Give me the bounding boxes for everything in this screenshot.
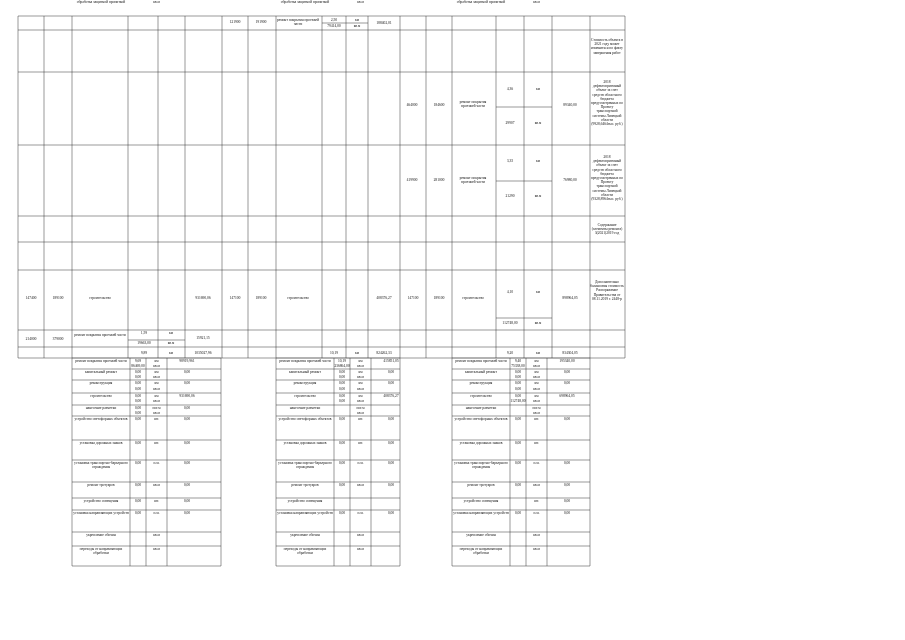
breakdown-unit: кв.м — [357, 483, 364, 487]
row2-code-b: 184600 — [433, 103, 445, 107]
summary-3-sum: 834304,05 — [562, 351, 578, 355]
breakdown-label: капитальный ремонт — [289, 370, 321, 374]
breakdown-label: строительство — [90, 394, 112, 398]
breakdown-unit: км — [358, 370, 363, 374]
breakdown-label: установка направляющих устройств — [277, 511, 333, 515]
row1-sum: 188402,01 — [376, 21, 392, 25]
breakdown-sum — [547, 547, 587, 566]
note-maintenance: Содержание (элементы ремонта) 3(2021)2019 год — [591, 223, 623, 236]
breakdown-sum: 0,00 — [387, 511, 395, 515]
breakdown-unit: пог.м — [356, 406, 365, 410]
breakdown-unit: км — [358, 359, 363, 363]
breakdown-sum: 0,00 — [183, 499, 191, 503]
row3-work: ремонт покрытия проезжей части — [459, 176, 487, 185]
breakdown-value — [510, 533, 526, 546]
breakdown-unit: км — [154, 359, 159, 363]
row1-code-a: 121900 — [229, 20, 241, 24]
breakdown-label: переходы от направляющих обработки — [283, 547, 327, 556]
note-additional: Дополнительно балансовая стоимость Распоряжение Правительства от 08.11.2019 г. 2448-р — [590, 280, 624, 301]
breakdown-sum: 0,00 — [387, 483, 395, 487]
row5-work: ремонт покрытия проезжей части — [74, 333, 126, 337]
breakdown-sum: 0,00 — [387, 417, 395, 421]
breakdown-unit: п.м. — [357, 511, 364, 515]
note-2018-a: 2018 дефектоприемный объект за счет средств областного бюджета предусмотренных по Проекту транспортной системы Липецкой области (9928,6464тыс. руб.) — [590, 80, 624, 127]
breakdown-unit: кв.м — [153, 483, 160, 487]
breakdown-unit-2: кв.м — [153, 410, 160, 415]
note-2018-b: 2018 дефектоприемный объект за счет средств областного бюджета предусмотренных по Проекту транспортной системы Липецкой области (9328,8964тыс. руб.) — [590, 155, 624, 202]
summary-2-sum: 824262,33 — [376, 351, 392, 355]
breakdown-unit-2: кв.м — [153, 374, 160, 379]
row1-code-b: 191900 — [255, 20, 267, 24]
row2-value-2: 29907 — [505, 121, 515, 125]
breakdown-value-2: 0,00 — [134, 386, 142, 391]
summary-1-unit: км — [168, 351, 174, 355]
breakdown-sum: 0,00 — [183, 406, 191, 410]
breakdown-unit-2: кв.м — [533, 363, 540, 368]
breakdown-label: устройство освещения — [287, 499, 323, 503]
breakdown-unit: км — [154, 394, 159, 398]
summary-1-value: 9,89 — [140, 351, 148, 355]
breakdown-value — [334, 406, 350, 416]
row1-unit-1: км — [354, 18, 360, 22]
breakdown-value-2: 0,00 — [338, 399, 346, 403]
breakdown-unit: кв.м — [533, 547, 540, 551]
breakdown-value — [510, 406, 526, 416]
breakdown-sum: 0,00 — [183, 483, 191, 487]
breakdown-label: реконструкция — [469, 381, 493, 385]
row4-code-3: 147100 — [229, 296, 241, 300]
breakdown-unit: шт. — [154, 441, 159, 445]
breakdown-value-2: 0,00 — [134, 410, 142, 415]
breakdown-label: ремонт тротуаров — [87, 483, 115, 487]
breakdown-unit-2: кв.м — [533, 410, 540, 415]
breakdown-value: 0,00 — [514, 381, 522, 385]
breakdown-sum: 0,00 — [563, 499, 571, 503]
breakdown-value-2: 236864,00 — [334, 363, 350, 368]
breakdown-value: 0,00 — [514, 483, 522, 487]
breakdown-sum: 0,00 — [387, 381, 395, 385]
breakdown-value: 0,00 — [134, 511, 142, 515]
breakdown-unit-2: кв.м — [153, 363, 160, 368]
breakdown-sum: 0,00 — [563, 370, 571, 374]
breakdown-value: 0,00 — [338, 417, 346, 421]
row4-code-5: 147100 — [407, 296, 419, 300]
breakdown-unit: кв.м — [533, 533, 540, 537]
row5-code-2: 379000 — [52, 337, 64, 341]
row5-unit-2: кв.м — [167, 341, 175, 345]
breakdown-label: ремонт покрытия проезжей части — [279, 359, 331, 363]
row2-unit-2: кв.м — [534, 121, 542, 125]
breakdown-unit: км — [534, 359, 539, 363]
breakdown-value: 0,00 — [338, 511, 346, 515]
breakdown-label: установка направляющих устройств — [73, 511, 129, 515]
breakdown-unit — [350, 499, 371, 510]
summary-2-value: 10,19 — [329, 351, 339, 355]
breakdown-unit: кв.м — [357, 0, 364, 4]
breakdown-unit-2: кв.м — [153, 386, 160, 391]
row4-value-2: 112748,00 — [502, 321, 518, 325]
breakdown-value: 0,00 — [338, 483, 346, 487]
breakdown-unit: пог.м — [532, 406, 541, 410]
note-cost-change: Стоимость объекта в 2021 году может измениться по факту завершения работ — [591, 38, 623, 55]
breakdown-label: ремонт тротуаров — [291, 483, 319, 487]
breakdown-sum — [547, 406, 587, 416]
breakdown-value: 0,00 — [514, 461, 522, 465]
breakdown-sum: 0,00 — [563, 483, 571, 487]
breakdown-label: установка дорожных знаков — [79, 441, 123, 445]
breakdown-unit-2: кв.м — [357, 410, 364, 415]
breakdown-unit: км — [534, 370, 539, 374]
breakdown-sum: 0,00 — [563, 461, 571, 465]
breakdown-sum: 0,00 — [387, 461, 395, 465]
breakdown-sum — [371, 406, 411, 416]
breakdown-sum: 408376,27 — [383, 394, 399, 398]
breakdown-value: 0,00 — [134, 406, 142, 410]
row5-value-2: 19663,00 — [137, 341, 151, 345]
breakdown-unit-2: кв.м — [357, 374, 364, 379]
breakdown-value — [510, 547, 526, 566]
row3-code-a: 419900 — [406, 178, 418, 182]
row1-unit-2: кв.м — [353, 24, 361, 28]
summary-3-unit: км — [535, 351, 541, 355]
row5-unit-1: км — [168, 331, 174, 335]
breakdown-label: установка дорожных знаков — [283, 441, 327, 445]
breakdown-value-2: 86469,00 — [131, 363, 145, 368]
row2-work: ремонт покрытия проезжей части — [459, 100, 487, 109]
row4-value-1: 4,10 — [506, 290, 514, 294]
breakdown-label: обработка защитной пропиткой — [76, 0, 126, 4]
breakdown-unit: пог.м — [152, 406, 161, 410]
breakdown-value — [510, 499, 526, 510]
breakdown-label: реконструкция — [293, 381, 317, 385]
breakdown-label: строительство — [294, 394, 316, 398]
breakdown-unit: кв.м — [153, 533, 160, 537]
breakdown-label: строительство — [470, 394, 492, 398]
row3-sum: 76980,00 — [563, 178, 577, 182]
row4-sum-1: 931690,06 — [195, 296, 211, 300]
breakdown-label: установка направляющих устройств — [453, 511, 509, 515]
breakdown-value: 0,00 — [514, 417, 522, 421]
breakdown-sum — [371, 533, 411, 546]
breakdown-value — [334, 499, 350, 510]
breakdown-value-2: 0,00 — [514, 374, 522, 379]
breakdown-sum: 931690,06 — [179, 394, 195, 398]
breakdown-label: капитальный ремонт — [465, 370, 497, 374]
row5-code-1: 214000 — [25, 337, 37, 341]
breakdown-value: 0,00 — [134, 417, 142, 421]
breakdown-sum: 0,00 — [183, 370, 191, 374]
breakdown-label: устройство светофорных объектов — [454, 417, 508, 421]
breakdown-label: нанесение разметки — [289, 406, 321, 410]
row3-unit-1: км — [535, 159, 541, 163]
breakdown-unit: п.м. — [153, 511, 160, 515]
row1-work: ремонт покрытия проезжей части — [276, 18, 320, 27]
breakdown-sum — [167, 533, 207, 546]
breakdown-label: укрепление обочин — [466, 533, 496, 537]
breakdown-unit: п.м. — [357, 461, 364, 465]
summary-2-unit: км — [354, 351, 360, 355]
breakdown-sum: 0,00 — [183, 461, 191, 465]
breakdown-unit-2: кв.м — [357, 399, 364, 403]
breakdown-sum: 98919,961 — [179, 359, 195, 363]
row1-value-2: 79414,00 — [327, 24, 341, 28]
row2-value-1: 4,36 — [506, 87, 514, 91]
breakdown-value: 0,00 — [338, 394, 346, 398]
breakdown-unit: п.м. — [533, 461, 540, 465]
breakdown-value: 0,00 — [134, 394, 142, 398]
row3-value-2: 21290 — [505, 194, 515, 198]
breakdown-unit: п.м. — [153, 461, 160, 465]
breakdown-value — [334, 533, 350, 546]
row4-work-2: строительство — [287, 296, 309, 300]
breakdown-value: 0,00 — [514, 441, 522, 445]
breakdown-label: устройство светофорных объектов — [278, 417, 332, 421]
breakdown-label: установка транспортно-барьерного ограждения — [454, 461, 508, 470]
row4-unit-2: кв.м — [534, 321, 542, 325]
breakdown-label: установка транспортно-барьерного ограждения — [278, 461, 332, 470]
breakdown-label: обработка защитной пропиткой — [456, 0, 506, 4]
breakdown-unit: кв.м — [533, 0, 540, 4]
breakdown-label: устройство светофорных объектов — [74, 417, 128, 421]
breakdown-value — [130, 533, 146, 546]
breakdown-unit: шт. — [154, 417, 159, 421]
breakdown-value: 0,00 — [338, 461, 346, 465]
breakdown-unit-2: кв.м — [357, 363, 364, 368]
breakdown-value: 9,69 — [134, 359, 142, 363]
breakdown-sum: 0,00 — [183, 511, 191, 515]
breakdown-value: 0,00 — [134, 499, 142, 503]
row4-work-3: строительство — [462, 296, 484, 300]
breakdown-sum — [547, 533, 587, 546]
breakdown-label: реконструкция — [89, 381, 113, 385]
breakdown-unit-2: кв.м — [533, 386, 540, 391]
breakdown-value: 0,00 — [514, 394, 522, 398]
breakdown-unit: п.м. — [533, 511, 540, 515]
breakdown-value-2: 0,00 — [514, 386, 522, 391]
row2-sum: 89340,00 — [563, 103, 577, 107]
breakdown-value: 0,00 — [134, 441, 142, 445]
breakdown-sum: 0,00 — [563, 381, 571, 385]
breakdown-unit: км — [358, 381, 363, 385]
breakdown-unit: км — [534, 394, 539, 398]
breakdown-label: ремонт покрытия проезжей части — [75, 359, 127, 363]
breakdown-value-2: 0,00 — [134, 399, 142, 403]
breakdown-value: 0,00 — [134, 483, 142, 487]
breakdown-label: переходы от направляющих обработки — [459, 547, 503, 556]
row3-code-b: 281000 — [433, 178, 445, 182]
breakdown-sum: 0,00 — [183, 417, 191, 421]
breakdown-unit-2: кв.м — [357, 386, 364, 391]
breakdown-sum: 0,00 — [563, 417, 571, 421]
breakdown-unit: км — [154, 381, 159, 385]
breakdown-value-2: 0,00 — [338, 386, 346, 391]
row3-value-1: 3,35 — [506, 159, 514, 163]
summary-3-value: 9,20 — [506, 351, 514, 355]
breakdown-sum — [371, 499, 411, 510]
breakdown-label: устройство освещения — [83, 499, 119, 503]
breakdown-unit-2: кв.м — [533, 399, 540, 403]
breakdown-unit: шт. — [154, 499, 159, 503]
breakdown-value: 0,00 — [338, 381, 346, 385]
breakdown-label: нанесение разметки — [465, 406, 497, 410]
breakdown-label: устройство освещения — [463, 499, 499, 503]
row4-code-4: 189100 — [255, 296, 267, 300]
breakdown-unit-2: кв.м — [533, 374, 540, 379]
breakdown-unit: км — [534, 381, 539, 385]
row2-code-a: 464000 — [406, 103, 418, 107]
breakdown-value: 10,19 — [337, 359, 347, 363]
breakdown-label: капитальный ремонт — [85, 370, 117, 374]
breakdown-value-2: 75338,00 — [511, 363, 525, 368]
breakdown-value-2: 112748,00 — [510, 399, 526, 403]
breakdown-value: 0,00 — [134, 461, 142, 465]
row3-unit-2: кв.м — [534, 194, 542, 198]
row4-unit-1: км — [535, 290, 541, 294]
breakdown-unit: кв.м — [357, 533, 364, 537]
breakdown-label: установка дорожных знаков — [459, 441, 503, 445]
breakdown-unit: кв.м — [357, 547, 364, 551]
breakdown-label: ремонт покрытия проезжей части — [455, 359, 507, 363]
breakdown-label: укрепление обочин — [290, 533, 320, 537]
breakdown-value — [130, 547, 146, 566]
breakdown-unit: шт. — [534, 499, 539, 503]
breakdown-unit: кв.м — [153, 0, 160, 4]
breakdown-value: 0,00 — [338, 441, 346, 445]
breakdown-value-2: 0,00 — [134, 374, 142, 379]
breakdown-label: нанесение разметки — [85, 406, 117, 410]
breakdown-sum — [167, 547, 207, 566]
breakdown-sum — [371, 547, 411, 566]
row1-value-1: 2,50 — [330, 18, 338, 22]
row2-unit-1: км — [535, 87, 541, 91]
breakdown-unit: кв.м — [533, 483, 540, 487]
breakdown-sum — [547, 441, 587, 460]
row4-sum-2: 408376,27 — [376, 296, 392, 300]
breakdown-value: 0,00 — [134, 381, 142, 385]
breakdown-label: переходы от направляющих обработки — [79, 547, 123, 556]
breakdown-unit: шт. — [358, 441, 363, 445]
row4-code-2: 189100 — [52, 296, 64, 300]
breakdown-label: обработка защитной пропиткой — [280, 0, 330, 4]
breakdown-value: 0,00 — [514, 511, 522, 515]
row4-code-1: 147400 — [25, 296, 37, 300]
breakdown-value: 0,00 — [338, 370, 346, 374]
row5-value-1: 1,59 — [140, 331, 148, 335]
row5-sum: 15921,15 — [196, 336, 210, 340]
breakdown-value-2: 0,00 — [338, 374, 346, 379]
breakdown-unit: км — [154, 370, 159, 374]
summary-1-sum: 1035027,96 — [194, 351, 212, 355]
breakdown-unit: км — [358, 394, 363, 398]
breakdown-sum: 698964,05 — [559, 394, 575, 398]
row4-code-6: 189100 — [433, 296, 445, 300]
breakdown-value: 0,00 — [514, 370, 522, 374]
row4-work-1: строительство — [89, 296, 111, 300]
breakdown-unit-2: кв.м — [153, 399, 160, 403]
breakdown-sum: 0,00 — [387, 370, 395, 374]
breakdown-value: 9,40 — [514, 359, 522, 363]
breakdown-sum: 0,00 — [183, 381, 191, 385]
breakdown-unit: кв.м — [153, 547, 160, 551]
breakdown-label: ремонт тротуаров — [467, 483, 495, 487]
breakdown-sum: 0,00 — [387, 441, 395, 445]
breakdown-label: укрепление обочин — [86, 533, 116, 537]
breakdown-sum: 415851,05 — [383, 359, 399, 363]
breakdown-label: установка транспортно-барьерного ограждения — [74, 461, 128, 470]
breakdown-sum: 0,00 — [183, 441, 191, 445]
breakdown-sum: 195340,00 — [559, 359, 575, 363]
breakdown-unit: шт. — [534, 417, 539, 421]
breakdown-unit: шт. — [358, 417, 363, 421]
row4-sum: 898964,05 — [562, 296, 578, 300]
breakdown-sum: 0,00 — [563, 511, 571, 515]
breakdown-unit: шт. — [534, 441, 539, 445]
breakdown-value — [334, 547, 350, 566]
breakdown-value: 0,00 — [134, 370, 142, 374]
